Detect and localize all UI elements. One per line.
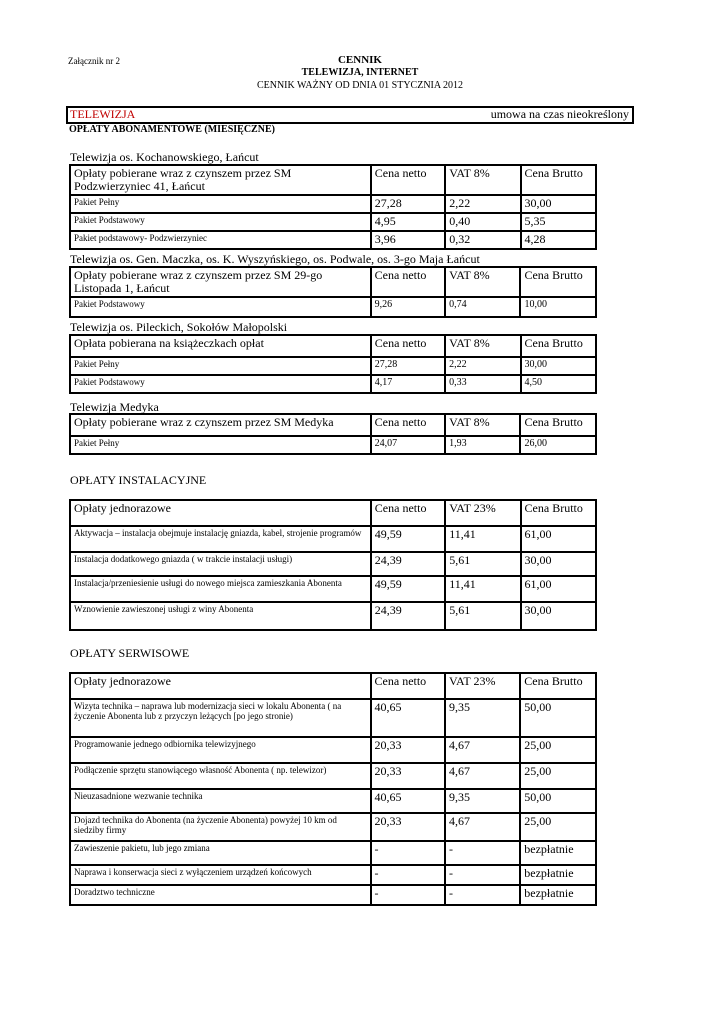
net-value: 24,39 [371,602,445,630]
table-row [70,213,596,231]
gross-value: 4,50 [521,375,597,393]
document-subtitle: TELEWIZJA, INTERNET [301,67,419,78]
row-label: Pakiet Pełny [70,436,371,454]
gross-value: bezpłatnie [520,885,596,905]
table-header [70,673,596,699]
service-heading: OPŁATY SERWISOWE [70,646,190,660]
vat-value: 9,35 [445,789,520,813]
table-header [70,414,596,436]
table-row [70,436,596,454]
tv-label: TELEWIZJA [70,107,136,121]
vat-value: 11,41 [445,576,520,602]
col-vat: VAT 23% [445,500,520,526]
table-row [70,576,596,602]
col-gross: Cena Brutto [521,335,597,357]
gross-value: 30,00 [521,602,596,630]
section-title-kochanowskiego: Telewizja os. Kochanowskiego, Łańcut [70,150,259,164]
vat-value: 4,67 [445,763,520,789]
table-row [70,552,596,576]
net-value: 3,96 [371,231,445,249]
tv-box [66,106,634,124]
net-value: 24,07 [371,436,445,454]
row-label: Dojazd technika do Abonenta (na życzenie Abonenta) powyżej 10 km od siedziby firmy [70,813,371,841]
table-row [70,195,596,213]
gross-value: 30,00 [521,357,597,375]
table-row [70,841,596,865]
col-vat: VAT 8% [445,165,520,195]
vat-value: 11,41 [445,526,520,552]
vat-value: 0,32 [445,231,520,249]
document-title: CENNIK [337,54,382,66]
table-row [70,763,596,789]
vat-value: 0,74 [445,297,520,317]
section-title-medyka: Telewizja Medyka [70,400,159,414]
validity-date: CENNIK WAŻNY OD DNIA 01 STYCZNIA 2012 [256,80,464,91]
table-header [70,335,596,357]
table-kochanowskiego [69,164,597,250]
vat-value: 0,33 [445,375,520,393]
net-value: 20,33 [371,763,445,789]
gross-value: 50,00 [520,789,596,813]
net-value: 40,65 [371,789,445,813]
net-value: 49,59 [371,576,445,602]
gross-value: 25,00 [520,813,596,841]
table-maczka [69,266,597,318]
row-label: Zawieszenie pakietu, lub jego zmiana [70,841,371,865]
col-gross: Cena Brutto [520,673,596,699]
net-value: - [371,841,445,865]
col-vat: VAT 23% [445,673,520,699]
col-net: Cena netto [371,500,445,526]
col-vat: VAT 8% [445,335,520,357]
row-label: Naprawa i konserwacja sieci z wyłączeniem urządzeń końcowych [70,865,371,885]
col-gross: Cena Brutto [521,165,596,195]
col-description: Opłaty jednorazowe [70,500,371,526]
gross-value: 30,00 [521,552,596,576]
table-service [69,672,597,906]
gross-value: bezpłatnie [520,865,596,885]
table-row [70,231,596,249]
col-vat: VAT 8% [445,414,520,436]
table-row [70,699,596,737]
col-net: Cena netto [371,414,445,436]
net-value: - [371,885,445,905]
net-value: 49,59 [371,526,445,552]
row-label: Pakiet Podstawowy [70,297,371,317]
vat-value: 4,67 [445,813,520,841]
net-value: 40,65 [371,699,445,737]
contract-type: umowa na czas nieokreślony [490,107,629,121]
gross-value: 5,35 [521,213,596,231]
net-value: 27,28 [371,357,445,375]
row-label: Programowanie jednego odbiornika telewizyjnego [70,737,371,763]
net-value: 24,39 [371,552,445,576]
table-header [70,267,596,297]
net-value: 27,28 [371,195,445,213]
vat-value: 2,22 [445,357,520,375]
net-value: - [371,865,445,885]
table-row [70,297,596,317]
net-value: 4,95 [371,213,445,231]
col-vat: VAT 8% [445,267,520,297]
table-row [70,885,596,905]
table-medyka [69,413,597,455]
table-row [70,813,596,841]
vat-value: 5,61 [445,602,520,630]
col-net: Cena netto [371,673,445,699]
row-label: Nieuzasadnione wezwanie technika [70,789,371,813]
table-row [70,789,596,813]
table-row [70,865,596,885]
col-net: Cena netto [371,165,445,195]
row-label: Pakiet Pełny [70,195,371,213]
col-description: Opłata pobierana na książeczkach opłat [70,335,371,357]
table-header [70,500,596,526]
gross-value: 30,00 [521,195,596,213]
col-description: Opłaty pobierane wraz z czynszem przez SM Podzwierzyniec 41, Łańcut [70,165,371,195]
gross-value: 4,28 [521,231,596,249]
col-gross: Cena Brutto [520,414,596,436]
vat-value: 4,67 [445,737,520,763]
install-heading: OPŁATY INSTALACYJNE [70,473,207,487]
table-row [70,357,596,375]
row-label: Wizyta technika – naprawa lub modernizacja sieci w lokalu Abonenta ( na życzenie Abonenta lub z przyczyn leżących [po jego stronie) [70,699,371,737]
col-gross: Cena Brutto [520,267,596,297]
row-label: Instalacja/przeniesienie usługi do nowego miejsca zamieszkania Abonenta [70,576,371,602]
table-pileckich [69,334,597,394]
vat-value: - [445,865,520,885]
vat-value: - [445,885,520,905]
net-value: 20,33 [371,737,445,763]
row-label: Wznowienie zawieszonej usługi z winy Abonenta [70,602,371,630]
table-header [70,165,596,195]
row-label: Instalacja dodatkowego gniazda ( w trakcie instalacji usługi) [70,552,371,576]
table-row [70,602,596,630]
monthly-heading: OPŁATY ABONAMENTOWE (MIESIĘCZNE) [69,124,275,135]
attachment-label: Załącznik nr 2 [68,56,120,66]
col-description: Opłaty pobierane wraz z czynszem przez SM 29-go Listopada 1, Łańcut [70,267,371,297]
vat-value: 2,22 [445,195,520,213]
row-label: Aktywacja – instalacja obejmuje instalację gniazda, kabel, strojenie programów [70,526,371,552]
col-description: Opłaty jednorazowe [70,673,371,699]
net-value: 9,26 [371,297,445,317]
vat-value: - [445,841,520,865]
row-label: Doradztwo techniczne [70,885,371,905]
table-install [69,499,597,631]
gross-value: 61,00 [521,526,596,552]
table-row [70,737,596,763]
gross-value: 50,00 [520,699,596,737]
gross-value: 25,00 [520,763,596,789]
table-row [70,526,596,552]
row-label: Podłączenie sprzętu stanowiącego własność Abonenta ( np. telewizor) [70,763,371,789]
row-label: Pakiet Pełny [70,357,371,375]
section-title-pileckich: Telewizja os. Pileckich, Sokołów Małopolski [70,320,288,334]
row-label: Pakiet podstawowy- Podzwierzyniec [70,231,371,249]
vat-value: 9,35 [445,699,520,737]
vat-value: 1,93 [445,436,520,454]
col-description: Opłaty pobierane wraz z czynszem przez SM Medyka [70,414,371,436]
row-label: Pakiet Podstawowy [70,375,371,393]
vat-value: 0,40 [445,213,520,231]
col-net: Cena netto [371,335,445,357]
gross-value: bezpłatnie [520,841,596,865]
net-value: 20,33 [371,813,445,841]
gross-value: 25,00 [520,737,596,763]
vat-value: 5,61 [445,552,520,576]
col-net: Cena netto [371,267,445,297]
col-gross: Cena Brutto [521,500,596,526]
row-label: Pakiet Podstawowy [70,213,371,231]
gross-value: 61,00 [521,576,596,602]
net-value: 4,17 [371,375,445,393]
gross-value: 26,00 [520,436,596,454]
gross-value: 10,00 [520,297,596,317]
section-title-maczka: Telewizja os. Gen. Maczka, os. K. Wyszyńskiego, os. Podwale, os. 3-go Maja Łańcut [70,252,480,266]
table-row [70,375,596,393]
